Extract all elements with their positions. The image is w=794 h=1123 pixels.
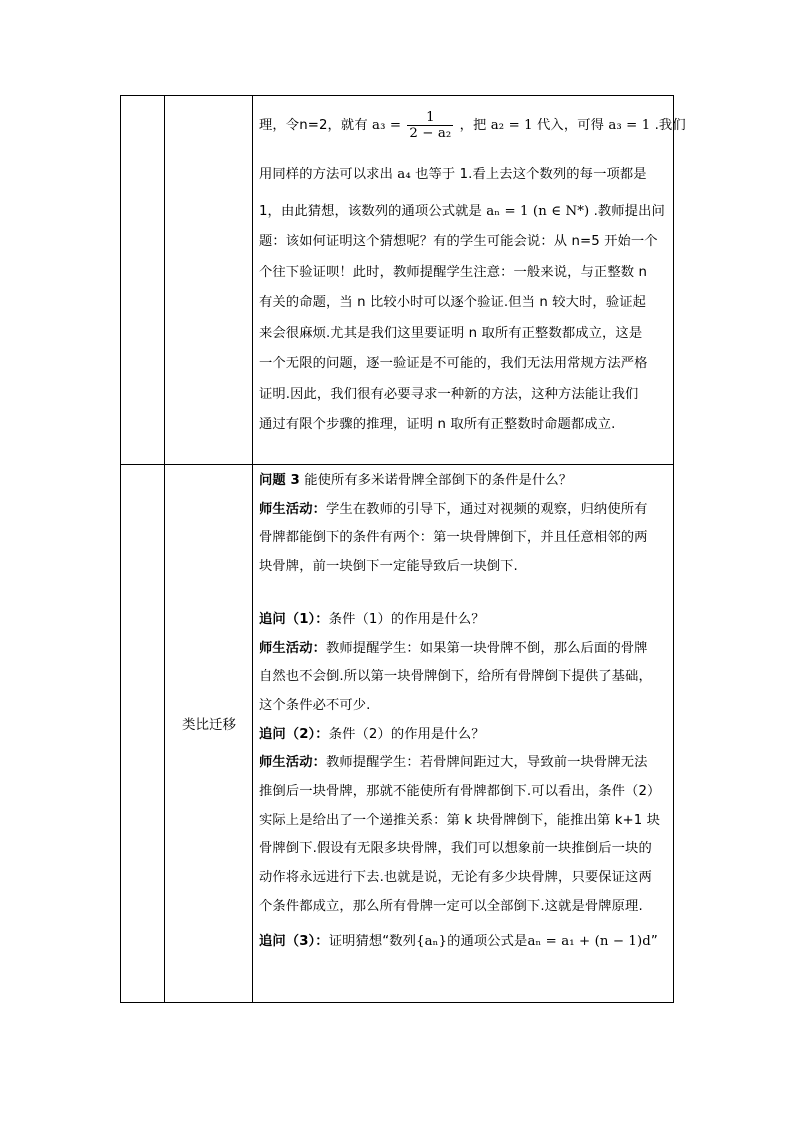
table-row-divider xyxy=(121,464,673,465)
row1-line-3: 1，由此猜想，该数列的通项公式就是 aₙ = 1 (n ∈ N*) .教师提出问 xyxy=(259,203,665,219)
activity-1-line-3: 块骨牌，前一块倒下一定能导致后一块倒下. xyxy=(259,559,518,575)
row1-line-7: 来会很麻烦.尤其是我们这里要证明 n 取所有正整数都成立，这是 xyxy=(259,325,643,341)
row1-line-4: 题：该如何证明这个猜想呢？有的学生可能会说：从 n=5 开始一个 xyxy=(259,234,658,249)
formula-a3-eq: a₃ = 1 xyxy=(608,118,651,133)
row1-line-2: 用同样的方法可以求出 a₄ 也等于 1.看上去这个数列的每一项都是 xyxy=(259,167,647,182)
row1-line-5: 个往下验证呗！此时，教师提醒学生注意：一般来说，与正整数 n xyxy=(259,264,647,280)
followup-2: 追问（2）：条件（2）的作用是什么？ xyxy=(259,726,485,742)
activity-1-line-1: 师生活动：学生在教师的引导下，通过对视频的观察，归纳使所有 xyxy=(259,501,648,517)
table-col-divider-2 xyxy=(252,96,253,1002)
formula-general-term: aₙ = a₁ + (n − 1)d xyxy=(527,933,651,949)
lesson-table xyxy=(120,95,686,1003)
activity-3-line-2: 推倒后一块骨牌，那就不能使所有骨牌都倒下.可以看出，条件（2） xyxy=(259,784,661,800)
activity-1-line-2: 骨牌都能倒下的条件有两个：第一块骨牌倒下，并且任意相邻的两 xyxy=(259,530,648,546)
row1-line-10: 通过有限个步骤的推理，证明 n 取所有正整数时命题都成立. xyxy=(259,417,616,432)
activity-3-line-3: 实际上是给出了一个递推关系：第 k 块骨牌倒下，能推出第 k+1 块 xyxy=(259,812,661,828)
activity-2-line-2: 自然也不会倒.所以第一块骨牌倒下，给所有骨牌倒下提供了基础， xyxy=(259,669,652,685)
formula-a2-eq: a₂ = 1 xyxy=(490,118,533,133)
formula-fraction: $\frac{1}{\text{2 − a₂}}$ xyxy=(409,109,452,141)
followup-1: 追问（1）：条件（1）的作用是什么？ xyxy=(259,611,485,627)
row1-line-8: 一个无限的问题，逐一验证是不可能的，我们无法用常规方法严格 xyxy=(259,356,648,371)
question-3: 问题 3 能使所有多米诺骨牌全部倒下的条件是什么？ xyxy=(259,473,573,488)
row1-content xyxy=(259,106,686,441)
spacer xyxy=(259,582,671,606)
row1-line-1: 理，令n=2，就有 a₃ = $\frac{1}{\text{2 − a₂}}$ ，把 a₂ = 1 代入，可得 a₃ = 1 .我们 xyxy=(259,109,686,141)
formula-a4: a₄ xyxy=(397,167,411,182)
row1-line-6: 有关的命题，当 n 比较小时可以逐个验证.但当 n 较大时，验证起 xyxy=(259,295,647,310)
activity-3-line-5: 动作将永远进行下去.也就是说，无论有多少块骨牌，只要保证这两 xyxy=(259,870,652,886)
activity-3-line-4: 骨牌倒下.假设有无限多块骨牌，我们可以想象前一块推倒后一块的 xyxy=(259,841,652,857)
activity-2-line-1: 师生活动：教师提醒学生：如果第一块骨牌不倒，那么后面的骨牌 xyxy=(259,640,648,656)
formula-an-eq: aₙ = 1 (n ∈ N*) xyxy=(486,203,590,219)
row1-line-9: 证明.因此，我们很有必要寻求一种新的方法，这种方法能让我们 xyxy=(259,386,639,402)
formula-a3-lhs: a₃ = xyxy=(372,118,402,133)
followup-3: 追问（3）：证明猜想“数列{aₙ}的通项公式是aₙ = a₁ + (n − 1)d” xyxy=(259,933,658,949)
row2-stage-label: 类比迁移 xyxy=(182,717,236,733)
activity-3-line-1: 师生活动：教师提醒学生：若骨牌间距过大，导致前一块骨牌无法 xyxy=(259,755,648,771)
row2-content xyxy=(259,467,671,956)
activity-3-line-6: 个条件都成立，那么所有骨牌一定可以全部倒下.这就是骨牌原理. xyxy=(259,898,643,914)
activity-2-line-3: 这个条件必不可少. xyxy=(259,697,371,713)
table-col-divider-1 xyxy=(164,96,165,1002)
formula-seq: {aₙ} xyxy=(416,933,448,949)
